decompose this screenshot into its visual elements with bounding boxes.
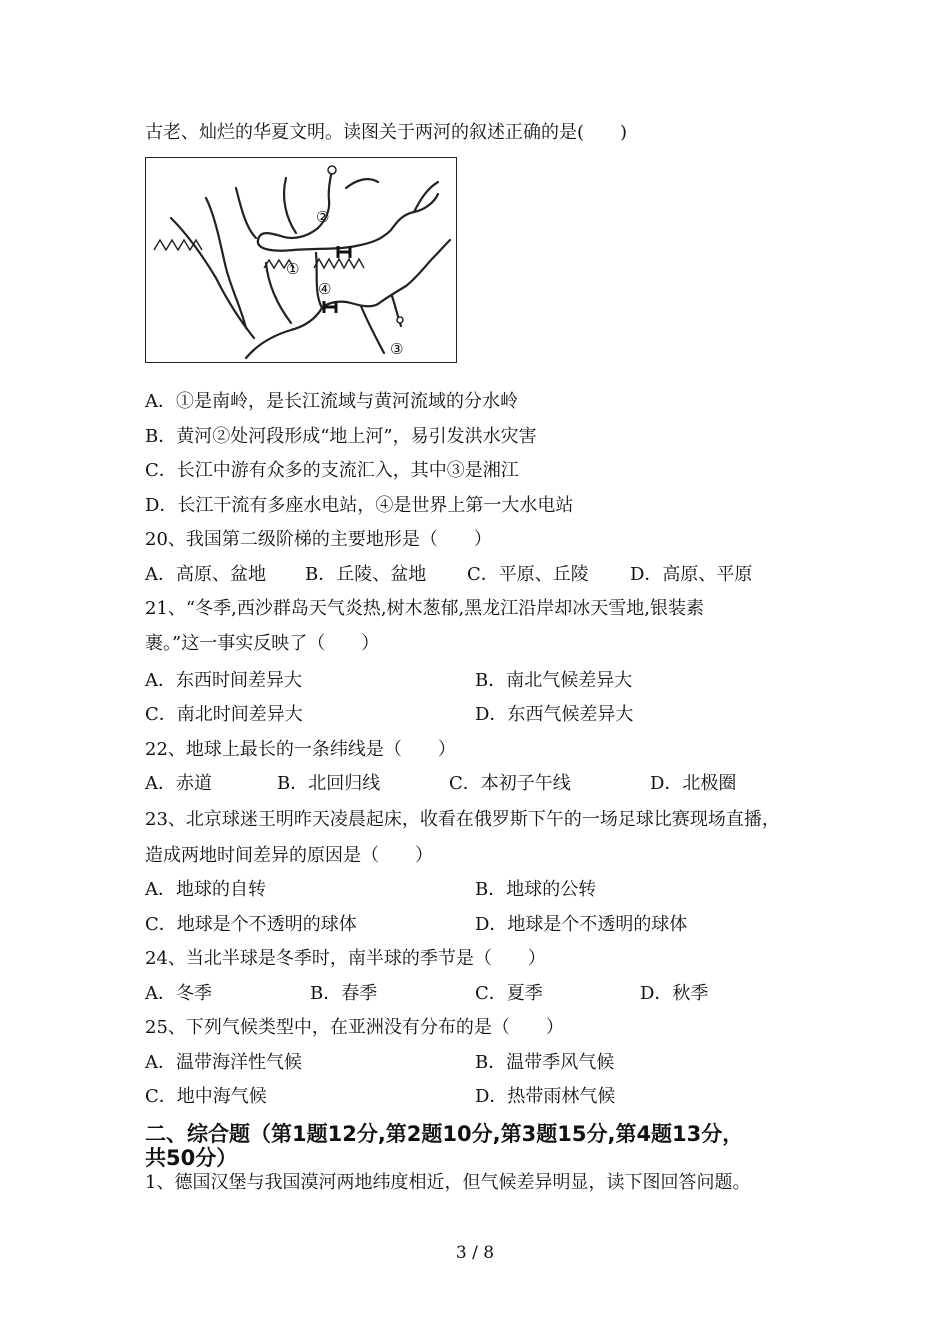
q20-option-b: B．丘陵、盆地 [305,564,427,585]
q24-stem: 24、当北半球是冬季时，南半球的季节是（ ） [145,948,546,969]
q24-option-b: B．春季 [310,983,378,1004]
q25-option-c: C．地中海气候 [145,1086,267,1107]
q20-stem: 20、我国第二级阶梯的主要地形是（ ） [145,529,492,550]
map-label-3: ③ [390,340,404,358]
section-2-title-line1: 二、综合题（第1题12分,第2题10分,第3题15分,第4题13分， [145,1122,744,1146]
q23-option-b: B．地球的公转 [475,879,597,900]
q21-stem-line2: 裹。”这一事实反映了（ ） [145,633,380,654]
q22-option-b: B．北回归线 [277,773,381,794]
q23-option-a: A．地球的自转 [145,879,266,900]
page-number: 3 / 8 [455,1243,495,1263]
q25-option-a: A．温带海洋性气候 [145,1052,302,1073]
q22-stem: 22、地球上最长的一条纬线是（ ） [145,739,456,760]
q21-option-a: A．东西时间差异大 [145,670,302,691]
q23-stem-line2: 造成两地时间差异的原因是（ ） [145,845,433,866]
q21-option-b: B．南北气候差异大 [475,670,633,691]
q23-stem-line1: 23、北京球迷王明昨天凌晨起床，收看在俄罗斯下午的一场足球比赛现场直播， [145,809,780,830]
q23-option-c: C．地球是个不透明的球体 [145,914,357,935]
q20-option-a: A．高原、盆地 [145,564,266,585]
q23-option-d: D．地球是个不透明的球体 [475,914,688,935]
q21-option-d: D．东西气候差异大 [475,704,634,725]
q19-option-c: C．长江中游有众多的支流汇入，其中③是湘江 [145,460,519,481]
rivers-map [145,157,457,363]
q21-stem-line1: 21、“冬季,西沙群岛天气炎热,树木葱郁,黑龙江沿岸却冰天雪地,银装素 [145,598,704,619]
q25-option-d: D．热带雨林气候 [475,1086,616,1107]
q22-option-c: C．本初子午线 [449,773,571,794]
map-label-4: ④ [318,280,332,298]
q22-option-a: A．赤道 [145,773,212,794]
q20-option-c: C．平原、丘陵 [467,564,589,585]
map-label-2: ② [316,208,330,226]
q25-stem: 25、下列气候类型中，在亚洲没有分布的是（ ） [145,1017,564,1038]
q19-option-a: A．①是南岭，是长江流域与黄河流域的分水岭 [145,391,518,412]
section-2-question-1: 1、德国汉堡与我国漠河两地纬度相近，但气候差异明显，读下图回答问题。 [145,1172,751,1193]
q21-option-c: C．南北时间差异大 [145,704,303,725]
q22-option-d: D．北极圈 [650,773,737,794]
map-label-1: ① [286,260,300,278]
question-19-intro: 古老、灿烂的华夏文明。读图关于两河的叙述正确的是( ) [145,122,628,143]
rivers-map-drawing [146,158,458,364]
q24-option-a: A．冬季 [145,983,212,1004]
q20-option-d: D．高原、平原 [630,564,753,585]
section-2-title-line2: 共50分） [145,1146,238,1170]
q24-option-d: D．秋季 [640,983,709,1004]
q25-option-b: B．温带季风气候 [475,1052,615,1073]
q19-option-b: B．黄河②处河段形成“地上河”，易引发洪水灾害 [145,426,537,447]
q19-option-d: D．长江干流有多座水电站，④是世界上第一大水电站 [145,495,574,516]
q24-option-c: C．夏季 [475,983,543,1004]
